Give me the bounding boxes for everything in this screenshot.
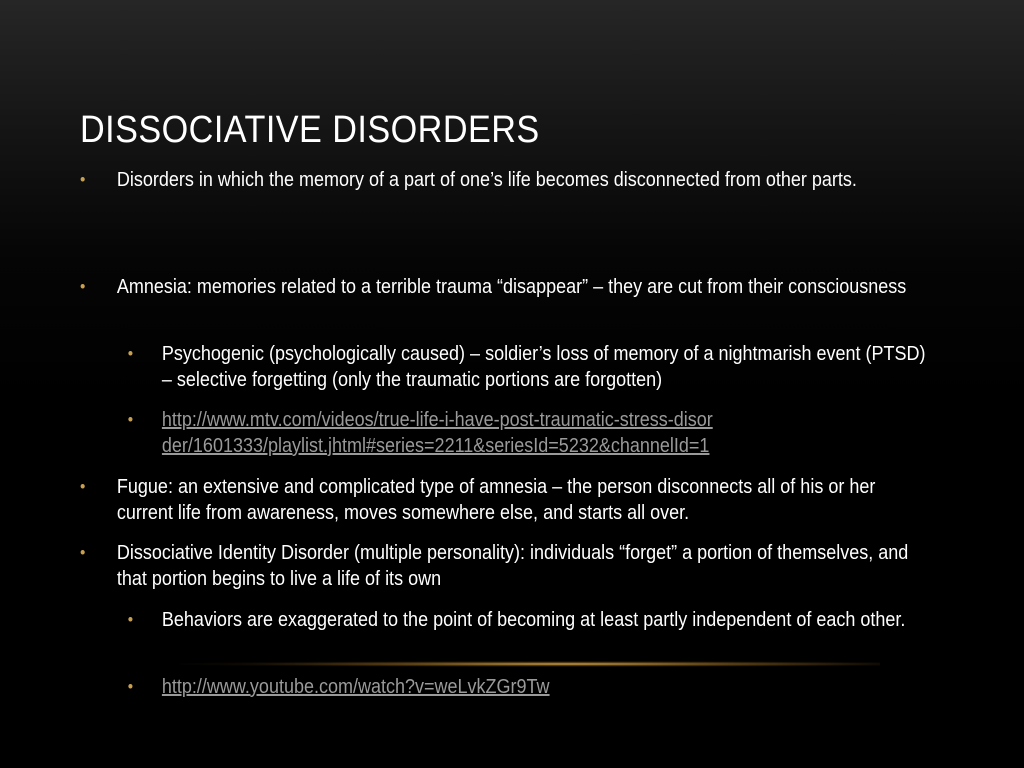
bullet-item xyxy=(80,274,935,300)
bullet-marker: • xyxy=(80,277,86,296)
bullet-item xyxy=(80,540,935,592)
sub-bullet-item xyxy=(80,607,935,633)
bullet-text: Dissociative Identity Disorder (multiple personality): individuals “forget” a portion of themselves, and that portion begins to live a life of its own xyxy=(116,542,909,590)
bullet-text: Disorders in which the memory of a part of one’s life becomes disconnected from other parts. xyxy=(116,169,857,191)
sub-bullet-item xyxy=(80,407,935,459)
sub-bullet-item xyxy=(80,674,935,700)
slide-title: DISSOCIATIVE DISORDERS xyxy=(80,109,540,151)
bullet-marker: • xyxy=(80,170,86,189)
bullet-marker: • xyxy=(80,477,86,496)
bullet-marker: • xyxy=(80,543,86,562)
decorative-gold-divider xyxy=(180,661,880,667)
sub-bullet-item xyxy=(80,341,935,393)
bullet-item xyxy=(80,474,935,526)
bullet-text: Psychogenic (psychologically caused) – soldier’s loss of memory of a nightmarish event (PTSD) – selective forgetting (only the traumatic portions are forgotten) xyxy=(161,343,926,391)
bullet-marker: • xyxy=(127,610,134,629)
mtv-video-link[interactable]: http://www.mtv.com/videos/true-life-i-have-post-traumatic-stress-disorder/1601333/playlist.jhtml#series=2211&seriesId=5232&channelId=1 xyxy=(161,409,713,457)
bullet-item xyxy=(80,167,935,193)
bullet-marker: • xyxy=(127,410,134,429)
bullet-text: Amnesia: memories related to a terrible trauma “disappear” – they are cut from their consciousness xyxy=(116,276,907,298)
bullet-text: Fugue: an extensive and complicated type of amnesia – the person disconnects all of his or her current life from awareness, moves somewhere else, and starts all over. xyxy=(116,476,876,524)
bullet-marker: • xyxy=(127,677,134,696)
youtube-video-link[interactable]: http://www.youtube.com/watch?v=weLvkZGr9Tw xyxy=(161,676,550,698)
bullet-marker: • xyxy=(127,344,134,363)
bullet-text: Behaviors are exaggerated to the point of becoming at least partly independent of each other. xyxy=(161,609,906,631)
